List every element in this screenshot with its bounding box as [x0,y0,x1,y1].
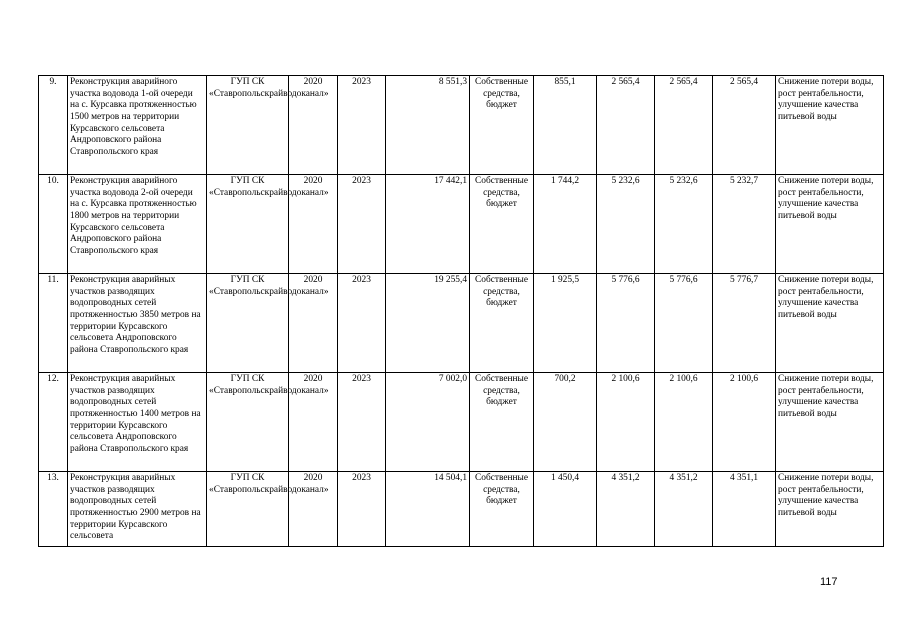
year-3-value: 5 776,6 [655,274,713,373]
start-year: 2020 [289,76,338,175]
year-1-value: 1 925,5 [534,274,597,373]
total-cost: 8 551,3 [386,76,470,175]
year-4-value: 5 776,7 [713,274,776,373]
project-name: Реконструкция аварийных участков разводящих водопроводных сетей протяженностью 2900 метров на территории Курсавского сельсовета [68,472,207,547]
year-4-value: 5 232,7 [713,175,776,274]
table-row [39,175,884,274]
year-2-value: 2 100,6 [597,373,655,472]
end-year: 2023 [338,373,386,472]
total-cost: 7 002,0 [386,373,470,472]
year-4-value: 2 100,6 [713,373,776,472]
end-year: 2023 [338,274,386,373]
year-2-value: 5 232,6 [597,175,655,274]
project-name: Реконструкция аварийных участков разводящих водопроводных сетей протяженностью 3850 метров на территории Курсавского сельсовета Андроповского района Ставропольского края [68,274,207,373]
row-number: 9. [39,76,68,175]
executor: ГУП СК «Ставропольскрайводоканал» [207,274,289,373]
executor: ГУП СК «Ставропольскрайводоканал» [207,76,289,175]
year-2-value: 5 776,6 [597,274,655,373]
table-row [39,76,884,175]
project-name: Реконструкция аварийных участков разводящих водопроводных сетей протяженностью 1400 метров на территории Курсавского сельсовета Андроповского района Ставропольского края [68,373,207,472]
expected-result: Снижение потери воды, рост рентабельности, улучшение качества питьевой воды [776,76,884,175]
table-row [39,472,884,547]
executor: ГУП СК «Ставропольскрайводоканал» [207,472,289,547]
start-year: 2020 [289,472,338,547]
row-number: 10. [39,175,68,274]
year-1-value: 1 450,4 [534,472,597,547]
year-1-value: 1 744,2 [534,175,597,274]
year-4-value: 4 351,1 [713,472,776,547]
executor: ГУП СК «Ставропольскрайводоканал» [207,373,289,472]
year-3-value: 4 351,2 [655,472,713,547]
program-table [38,75,884,547]
start-year: 2020 [289,274,338,373]
total-cost: 19 255,4 [386,274,470,373]
start-year: 2020 [289,373,338,472]
funding-source: Собственные средства, бюджет [470,472,534,547]
expected-result: Снижение потери воды, рост рентабельности, улучшение качества питьевой воды [776,373,884,472]
funding-source: Собственные средства, бюджет [470,274,534,373]
year-1-value: 700,2 [534,373,597,472]
year-2-value: 2 565,4 [597,76,655,175]
end-year: 2023 [338,76,386,175]
start-year: 2020 [289,175,338,274]
end-year: 2023 [338,175,386,274]
end-year: 2023 [338,472,386,547]
table-row [39,373,884,472]
row-number: 12. [39,373,68,472]
row-number: 13. [39,472,68,547]
year-2-value: 4 351,2 [597,472,655,547]
year-3-value: 2 565,4 [655,76,713,175]
row-number: 11. [39,274,68,373]
total-cost: 14 504,1 [386,472,470,547]
total-cost: 17 442,1 [386,175,470,274]
executor: ГУП СК «Ставропольскрайводоканал» [207,175,289,274]
expected-result: Снижение потери воды, рост рентабельности, улучшение качества питьевой воды [776,274,884,373]
funding-source: Собственные средства, бюджет [470,373,534,472]
funding-source: Собственные средства, бюджет [470,175,534,274]
year-1-value: 855,1 [534,76,597,175]
year-4-value: 2 565,4 [713,76,776,175]
table-row [39,274,884,373]
year-3-value: 5 232,6 [655,175,713,274]
expected-result: Снижение потери воды, рост рентабельности, улучшение качества питьевой воды [776,175,884,274]
page-number: 117 [820,576,838,588]
expected-result: Снижение потери воды, рост рентабельности, улучшение качества питьевой воды [776,472,884,547]
project-name: Реконструкция аварийного участка водовода 2-ой очереди на с. Курсавка протяженностью 1800 метров на территории Курсавского сельсовета Андроповского района Ставропольского края [68,175,207,274]
funding-source: Собственные средства, бюджет [470,76,534,175]
year-3-value: 2 100,6 [655,373,713,472]
project-name: Реконструкция аварийного участка водовода 1-ой очереди на с. Курсавка протяженностью 1500 метров на территории Курсавского сельсовета Андроповского района Ставропольского края [68,76,207,175]
